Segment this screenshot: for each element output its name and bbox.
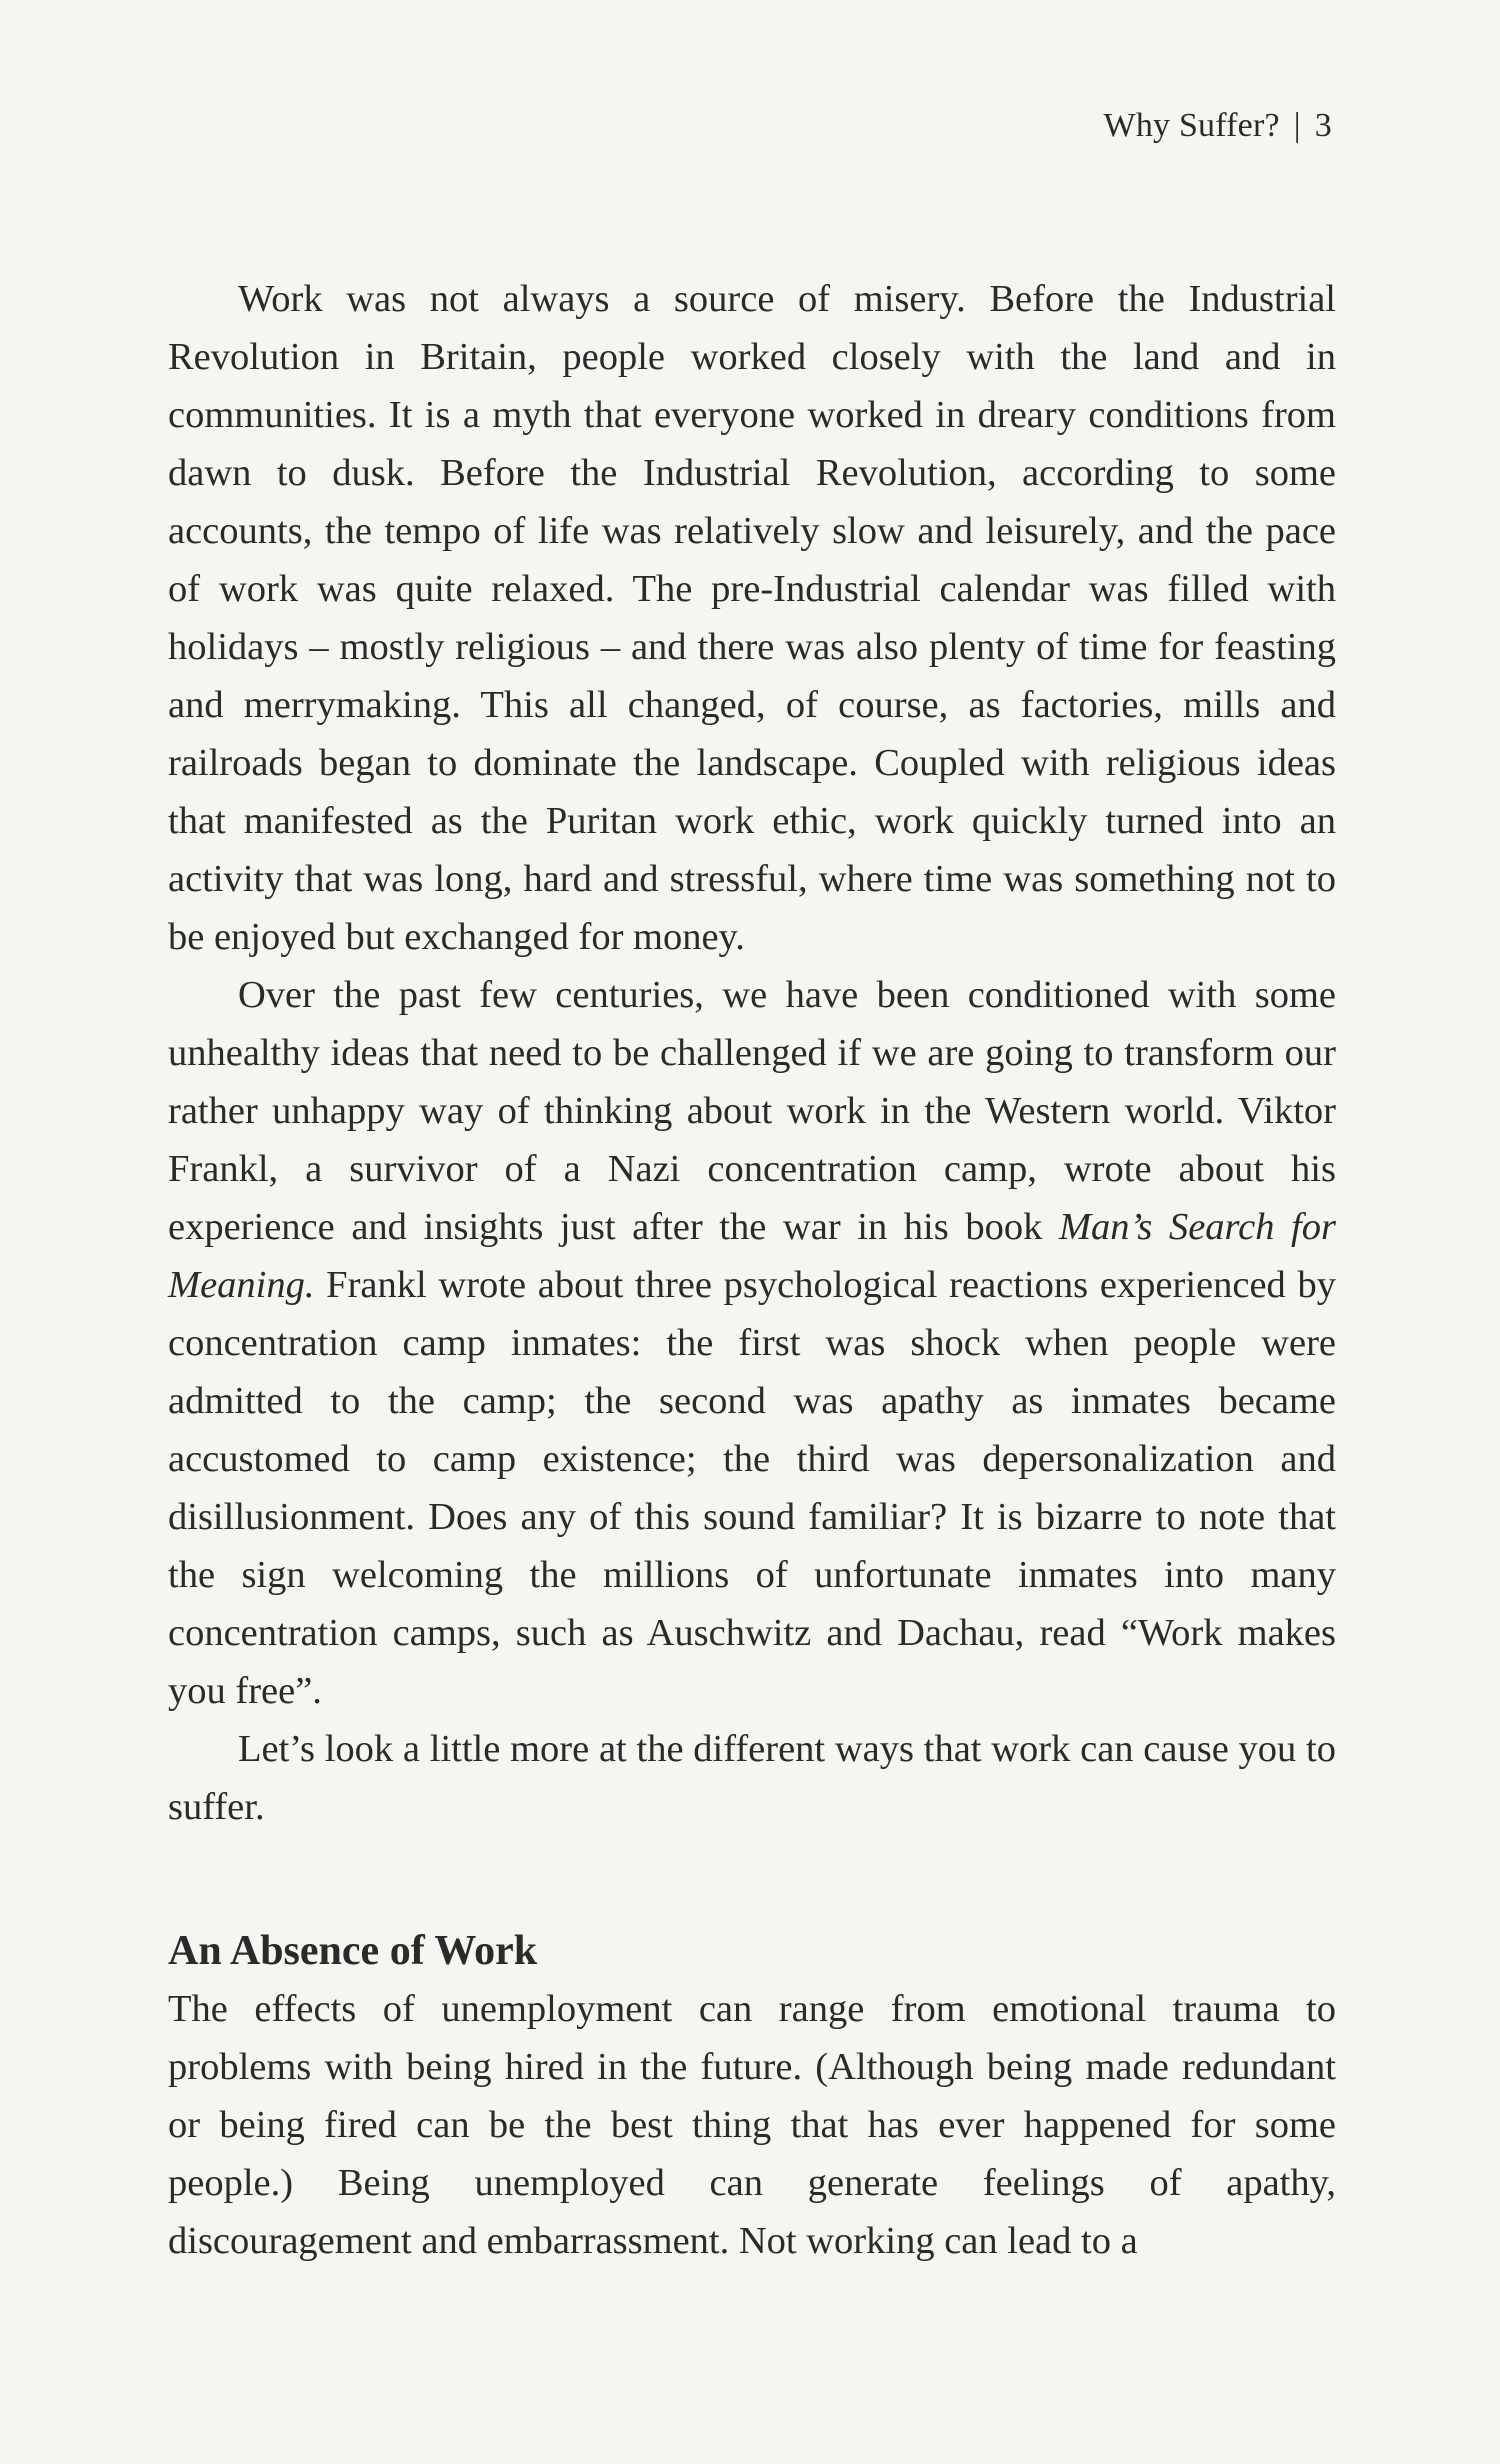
running-head-title: Why Suffer?	[1103, 107, 1280, 144]
body-paragraph-1: Work was not always a source of misery. Before the Industrial Revolution in Britain, people worked closely with the land and in communities. It is a myth that everyone worked in dreary conditions from dawn to dusk. Before the Industrial Revolution, according to some accounts, the tempo of life was relatively slow and leisurely, and the pace of work was quite relaxed. The pre-Industrial calendar was filled with holidays – mostly religious – and there was also plenty of time for feasting and merrymaking. This all changed, of course, as factories, mills and railroads began to dominate the landscape. Coupled with religious ideas that manifested as the Puritan work ethic, work quickly turned into an activity that was long, hard and stressful, where time was something not to be enjoyed but exchanged for money.	[168, 278, 1336, 958]
running-head	[1104, 100, 1332, 152]
section-heading: An Absence of Work	[168, 1928, 538, 1974]
page-number: 3	[1314, 107, 1332, 144]
page-body	[168, 270, 1336, 2270]
paragraph-2-text-after: Frankl wrote about three psychological reactions experienced by concentration camp inmates: the first was shock when people were admitted to the camp; the second was apathy as inmates became accustomed to camp existence; the third was depersonalization and disillusionment. Does any of this sound familiar? It is bizarre to note that the sign welcoming the millions of unfortunate inmates into many concentration camps, such as Auschwitz and Dachau, read “Work makes you free”.	[168, 1264, 1336, 1712]
running-head-separator: |	[1293, 107, 1301, 144]
paragraph-2-text-before: Over the past few centuries, we have been conditioned with some unhealthy ideas that need to be challenged if we are going to transform our rather unhappy way of thinking about work in the Western world. Viktor Frankl, a survivor of a Nazi concentration camp, wrote about his experience and insights just after the war in his book	[168, 974, 1336, 1248]
body-paragraph-3: Let’s look a little more at the different ways that work can cause you to suffer.	[168, 1728, 1336, 1828]
section-paragraph-1: The effects of unemployment can range from emotional trauma to problems with being hired in the future. (Although being made redundant or being fired can be the best thing that has ever happened for some people.) Being unemployed can generate feelings of apathy, discouragement and embarrassment. Not working can lead to a	[168, 1988, 1336, 2262]
book-title: Man’s Search for Meaning.	[168, 1206, 1336, 1306]
body-paragraph-2	[168, 966, 1336, 1720]
